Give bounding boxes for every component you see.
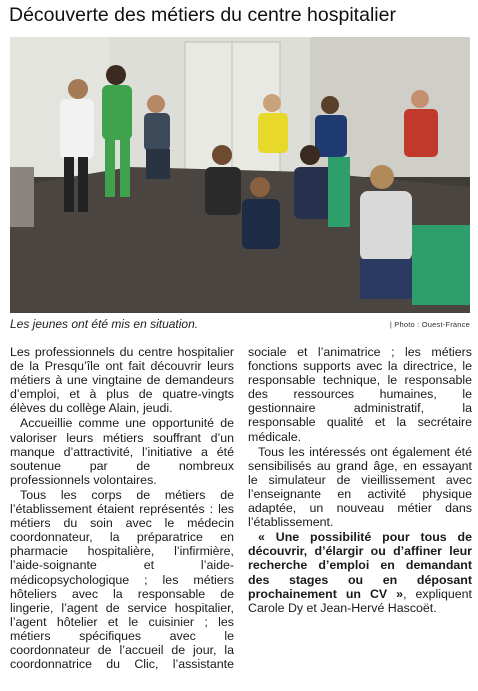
article-paragraph: Tous les corps de métiers de l’établissement étaient représentés : les métiers du soin avec le médecin coordonnateur, la préparatrice en pharmacie hospitalière, l’infirmière, l’aide-soignante et l’aide-médicopsychologique ; les métiers hôteliers avec la responsable de lingerie, l’agent de service hospitalier, l’agent hôtelier et le cuisinier ; les métiers spécifiques avec le coordonnateur de l’accueil de jour, la coordonnatrice du Clic, l’assistante sociale et l’animatrice ; les métiers fonctions supports avec la directrice, le responsable technique, le responsable des ressources humaines, le gestionnaire administratif, la responsable qualité et la secrétaire médicale. xyxy=(10,345,472,672)
photo-credit: | Photo : Ouest-France xyxy=(389,320,470,329)
photo-caption: Les jeunes ont été mis en situation. xyxy=(10,317,199,331)
quote-attribution: , expliquent Carole Dy et Jean-Hervé Hascoët. xyxy=(248,586,472,615)
classroom-photo-illustration xyxy=(10,37,470,313)
article-quote: « Une possibilité pour tous de découvrir, d’élargir ou d’affiner leur recherche d’emploi en demandant des stages ou en déposant prochainement un CV » xyxy=(248,530,472,601)
article-headline: Découverte des métiers du centre hospitalier xyxy=(9,4,396,26)
article-paragraph: Tous les intéressés ont également été sensibilisés au grand âge, en essayant le simulateur de vieillissement avec l’enseignante en activité physique adaptée, un nouveau métier dans l’établissement. xyxy=(248,444,472,530)
article-body xyxy=(10,345,472,685)
article-paragraph: Accueillie comme une opportunité de valoriser leurs métiers souffrant d’un manque d’attractivité, l’initiative a été soutenue par de nombreux professionnels volontaires. xyxy=(10,416,234,487)
article-paragraph: Les professionnels du centre hospitalier de la Presqu’île ont fait découvrir leurs métiers à une vingtaine de demandeurs d’emploi, et à plus de quatre-vingts élèves du collège Alain, jeudi. xyxy=(10,345,234,416)
article-photo xyxy=(10,37,470,313)
article-quote-paragraph xyxy=(248,530,472,615)
